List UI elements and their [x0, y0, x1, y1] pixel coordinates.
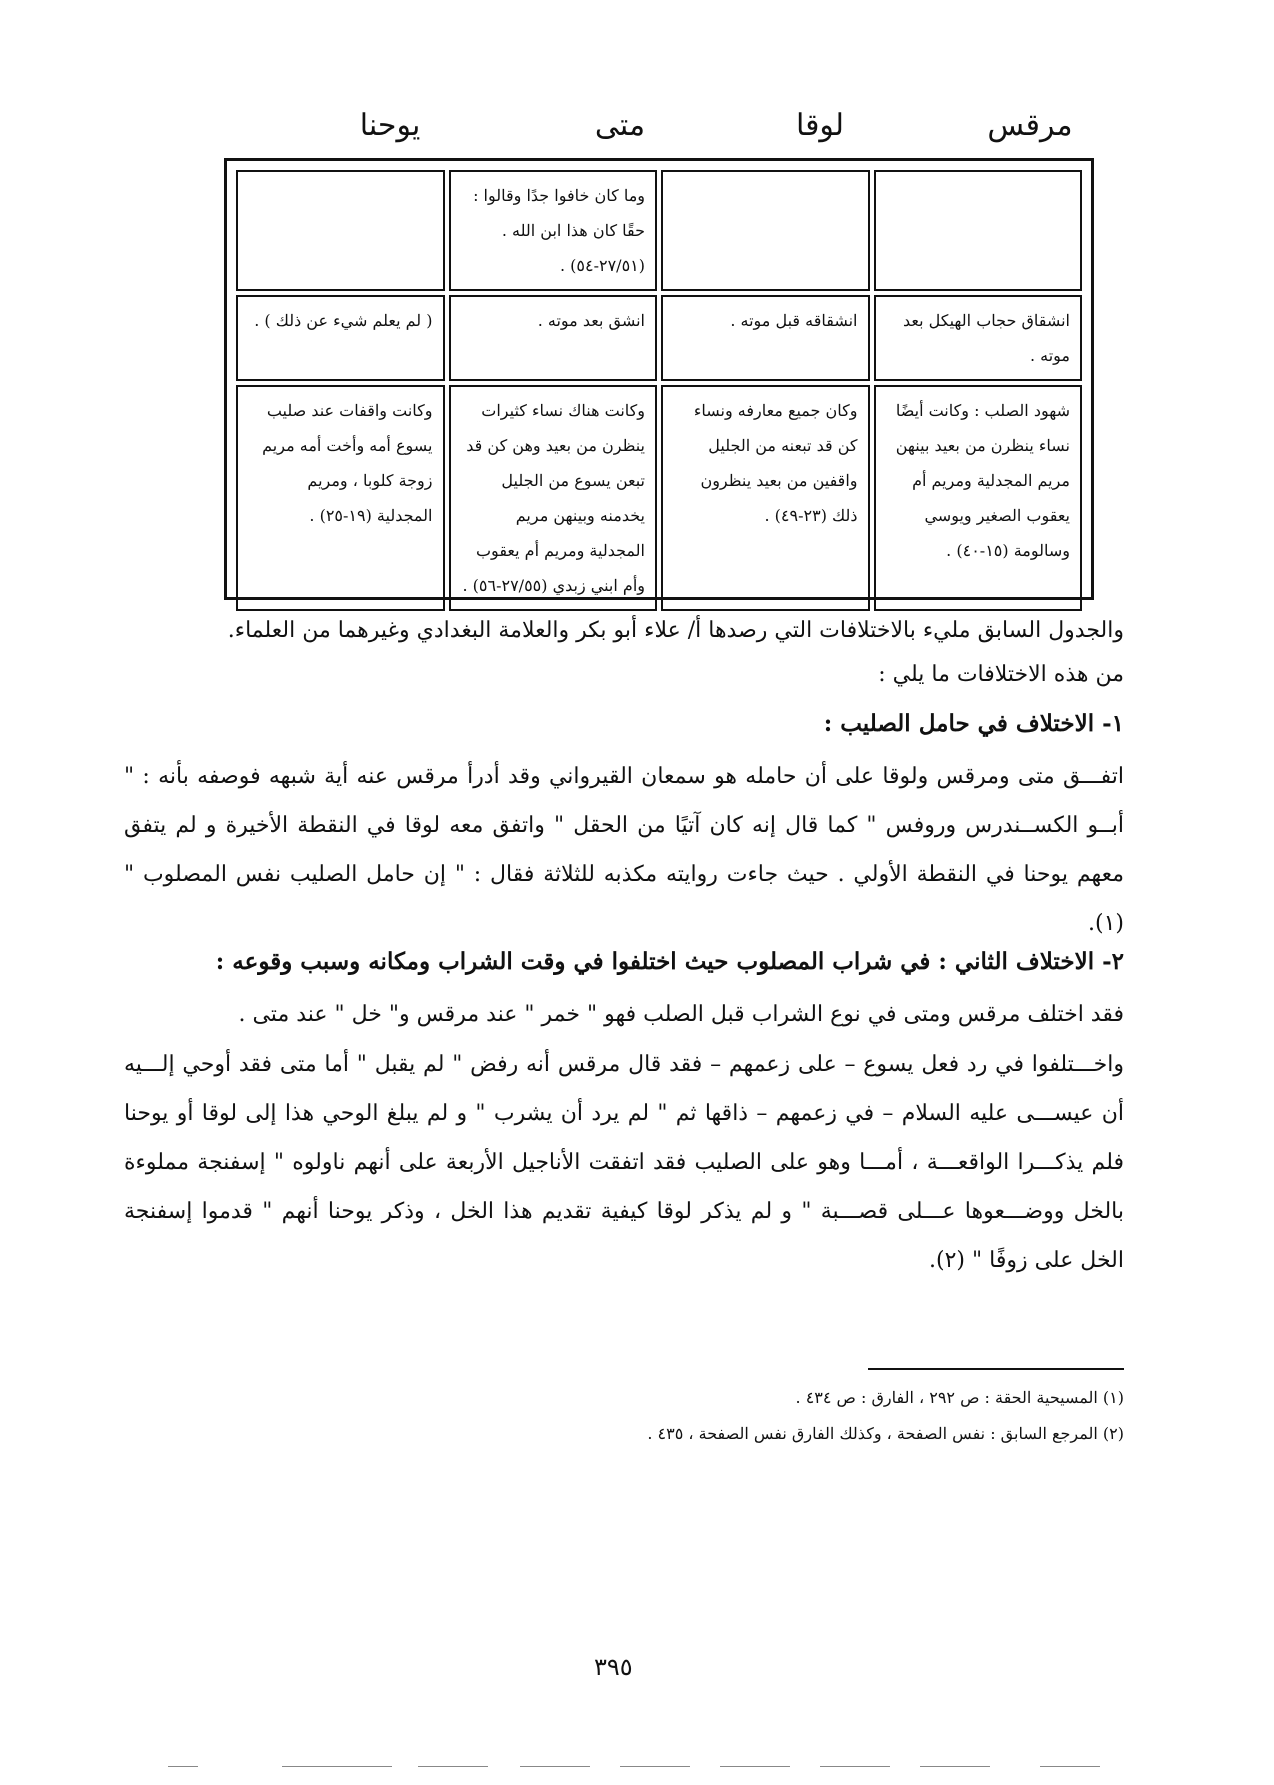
scan-mark [168, 1766, 198, 1767]
intro-line: من هذه الاختلافات ما يلي : [878, 662, 1124, 687]
scan-mark [920, 1766, 990, 1767]
heading-drink: ٢- الاختلاف الثاني : في شراب المصلوب حيث اختلفوا في وقت الشراب ومكانه وسبب وقوعه : [215, 948, 1124, 975]
comparison-table [224, 158, 1094, 600]
table-cell: وكان جميع معارفه ونساء كن قد تبعنه من الجليل واقفين من بعيد ينظرون ذلك (٢٣-٤٩) . [661, 385, 870, 611]
table-row [236, 295, 1082, 381]
scan-mark [520, 1766, 590, 1767]
table-cell: انشقاقه قبل موته . [661, 295, 870, 381]
intro-paragraph: والجدول السابق مليء بالاختلافات التي رصدها أ/ علاء أبو بكر والعلامة البغدادي وغيرهما من العلماء. [227, 618, 1124, 643]
scan-mark [1040, 1766, 1100, 1767]
column-header-mark: مرقس [987, 108, 1073, 143]
heading-cross-bearer: ١- الاختلاف في حامل الصليب : [823, 710, 1124, 737]
scan-mark [620, 1766, 690, 1767]
paragraph-drink-reaction: واخـــتلفوا في رد فعل يسوع – على زعمهم – فقد قال مرقس أنه رفض " لم يقبل " أما متى فقد أوحي إلـــيه أن عيســـى عليه السلام – في زعمهم – ذاقها ثم " لم يرد أن يشرب " و لم يبلغ الوحي هذا إلى لوقا أو يوحنا فلم يذكـــرا الواقعـــة ، أمـــا وهو على الصليب فقد اتفقت الأناجيل الأربعة على أنهم ناولوه " إسفنجة مملوءة بالخل ووضـــعوها عـــلى قصـــبة " و لم يذكر لوقا كيفية تقديم هذا الخل ، وذكر يوحنا أنهم " قدموا إسفنجة الخل على زوفًا " (٢). [124, 1052, 1124, 1273]
table-cell [236, 170, 445, 291]
column-header-matthew: متى [594, 108, 646, 143]
table-cell: شهود الصلب : وكانت أيضًا نساء ينظرن من بعيد بينهن مريم المجدلية ومريم أم يعقوب الصغير ويوسي وسالومة (١٥-٤٠) . [874, 385, 1083, 611]
table-cell: وما كان خافوا جدًا وقالوا : حقًا كان هذا ابن الله . (٢٧/٥١-٥٤) . [449, 170, 658, 291]
scan-mark [720, 1766, 790, 1767]
column-header-john: يوحنا [359, 108, 421, 143]
column-header-luke: لوقا [795, 108, 845, 143]
scan-mark [418, 1766, 488, 1767]
table-cell [661, 170, 870, 291]
paragraph-cross-bearer: اتفـــق متى ومرقس ولوقا على أن حامله هو سمعان القيرواني وقد أدرأ مرقس عنه أية شبهه فوصفه بأنه : " أبــو الكســندرس وروفس " كما قال إنه كان آتيًا من الحقل " واتفق معه لوقا في النقطة الأخيرة و لم يتفق معهم يوحنا في النقطة الأولي . حيث جاءت روايته مكذبه للثلاثة فقال : " إن حامل الصليب نفس المصلوب " (١). [124, 764, 1124, 936]
table-cell: وكانت واقفات عند صليب يسوع أمه وأخت أمه مريم زوجة كلوبا ، ومريم المجدلية (١٩-٢٥) . [236, 385, 445, 611]
table-row [236, 170, 1082, 291]
footnote-separator [868, 1368, 1124, 1370]
scan-mark [282, 1766, 392, 1767]
paragraph-drink-type: فقد اختلف مرقس ومتى في نوع الشراب قبل الصلب فهو " خمر " عند مرقس و" خل " عند متى . [238, 1002, 1124, 1027]
table-row [236, 385, 1082, 611]
scan-mark [820, 1766, 890, 1767]
table-cell: ( لم يعلم شيء عن ذلك ) . [236, 295, 445, 381]
table-cell: انشق بعد موته . [449, 295, 658, 381]
table-cell [874, 170, 1083, 291]
footnote-1: (١) المسيحية الحقة : ص ٢٩٢ ، الفارق : ص ٤٣٤ . [795, 1388, 1124, 1407]
table-cell: انشقاق حجاب الهيكل بعد موته . [874, 295, 1083, 381]
table-cell: وكانت هناك نساء كثيرات ينظرن من بعيد وهن كن قد تبعن يسوع من الجليل يخدمنه وبينهن مريم المجدلية ومريم أم يعقوب وأم ابني زبدي (٢٧/٥٥-٥٦) . [449, 385, 658, 611]
footnote-2: (٢) المرجع السابق : نفس الصفحة ، وكذلك الفارق نفس الصفحة ، ٤٣٥ . [647, 1424, 1124, 1443]
page-number: ٣٩٥ [594, 1653, 633, 1681]
